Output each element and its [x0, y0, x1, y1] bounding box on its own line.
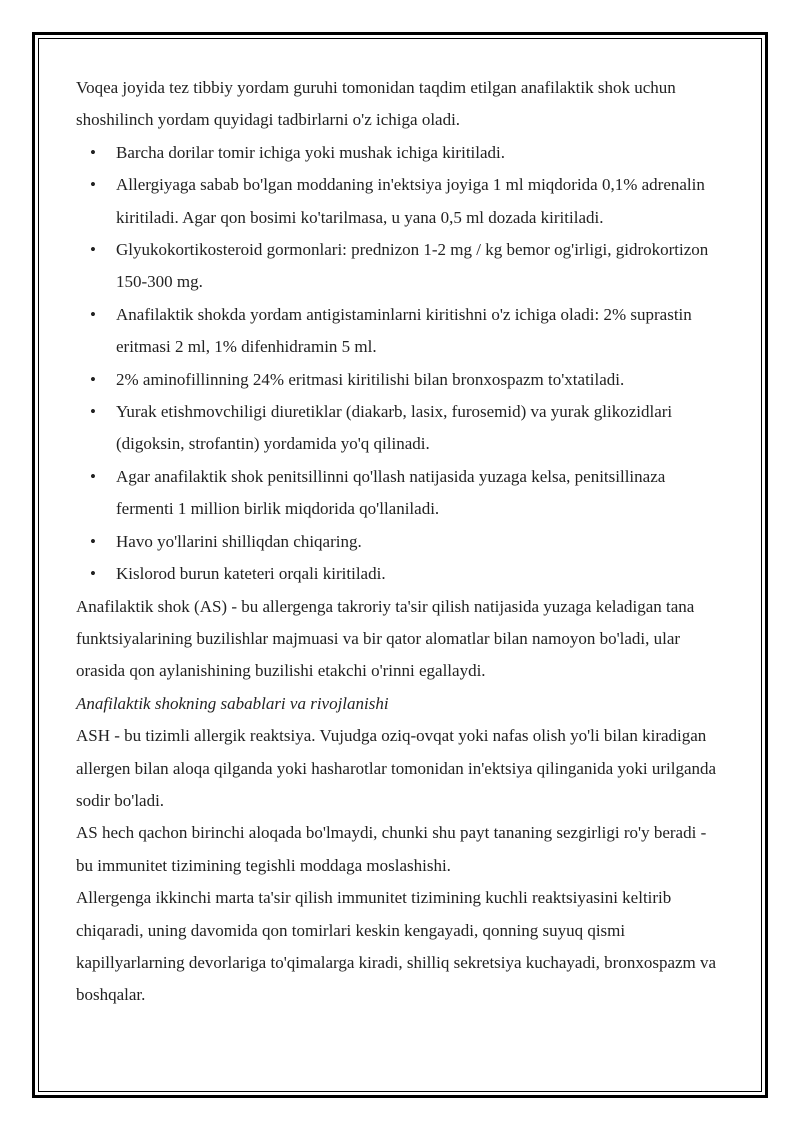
bullet-icon: •: [90, 531, 96, 551]
list-item-text: 2% aminofillinning 24% eritmasi kiritilishi bilan bronxospazm to'xtatiladi.: [116, 369, 625, 389]
bullet-icon: •: [90, 240, 96, 260]
list-item: [76, 234, 726, 299]
list-item-text: Kislorod burun kateteri orqali kiritiladi.: [116, 564, 386, 584]
list-item: [76, 137, 726, 169]
bullet-icon: •: [90, 402, 96, 422]
intro-paragraph: Voqea joyida tez tibbiy yordam guruhi tomonidan taqdim etilgan anafilaktik shok uchun shoshilinch yordam quyidagi tadbirlarni o'z ichiga oladi.: [76, 78, 676, 130]
list-item-text: Allergiyaga sabab bo'lgan moddaning in'ektsiya joyiga 1 ml miqdorida 0,1% adrenalin kiritiladi. Agar qon bosimi ko'tarilmasa, u yana 0,5 ml dozada kiritiladi.: [116, 175, 705, 227]
list-item-text: Glyukokortikosteroid gormonlari: prednizon 1-2 mg / kg bemor og'irligi, gidrokortizon 150-300 mg.: [116, 240, 709, 292]
bullet-icon: •: [90, 369, 96, 389]
list-item: [76, 169, 726, 234]
list-item: [76, 526, 726, 558]
bullet-icon: •: [90, 175, 96, 195]
document-body: [76, 72, 726, 1012]
list-item-text: Yurak etishmovchiligi diuretiklar (diakarb, lasix, furosemid) va yurak glikozidlari (digoksin, strofantin) yordamida yo'q qilinadi.: [116, 402, 673, 454]
first-aid-list: [76, 137, 726, 591]
body-paragraph: AS hech qachon birinchi aloqada bo'lmaydi, chunki shu payt tananing sezgirligi ro'y beradi - bu immunitet tizimining tegishli moddaga moslashishi.: [76, 823, 707, 875]
definition-paragraph: Anafilaktik shok (AS) - bu allergenga takroriy ta'sir qilish natijasida yuzaga keladigan tana funktsiyalarining buzilishlar majmuasi va bir qator alomatlar bilan namoyon bo'ladi, ular orasida qon aylanishining buzilishi etakchi o'rinni egallaydi.: [76, 596, 695, 681]
list-item: [76, 299, 726, 364]
list-item: [76, 396, 726, 461]
bullet-icon: •: [90, 564, 96, 584]
list-item-text: Anafilaktik shokda yordam antigistaminlarni kiritishni o'z ichiga oladi: 2% suprastin eritmasi 2 ml, 1% difenhidramin 5 ml.: [116, 304, 692, 357]
list-item: [76, 558, 726, 590]
list-item-text: Agar anafilaktik shok penitsillinni qo'llash natijasida yuzaga kelsa, penitsillinaza fermenti 1 million birlik miqdorida qo'llaniladi.: [116, 466, 666, 519]
bullet-icon: •: [90, 142, 96, 162]
body-paragraph: Allergenga ikkinchi marta ta'sir qilish immunitet tizimining kuchli reaktsiyasini keltirib chiqaradi, uning davomida qon tomirlari keskin kengayadi, qonning suyuq qismi kapillyarlarning devorlariga to'qimalarga kiradi, shilliq sekretsiya kuchayadi, bronxospazm va boshqalar.: [76, 888, 717, 1005]
list-item: [76, 364, 726, 396]
list-item-text: Havo yo'llarini shilliqdan chiqaring.: [116, 531, 362, 551]
body-paragraph: ASH - bu tizimli allergik reaktsiya. Vujudga oziq-ovqat yoki nafas olish yo'li bilan kiradigan allergen bilan aloqa qilganda yoki hasharotlar tomonidan in'ektsiya qilinganida yoki urilganda sodir bo'ladi.: [76, 726, 717, 810]
bullet-icon: •: [90, 466, 96, 486]
list-item-text: Barcha dorilar tomir ichiga yoki mushak ichiga kiritiladi.: [116, 142, 506, 162]
bullet-icon: •: [90, 304, 96, 324]
section-heading: Anafilaktik shokning sabablari va rivojlanishi: [76, 693, 389, 713]
list-item: [76, 461, 726, 526]
